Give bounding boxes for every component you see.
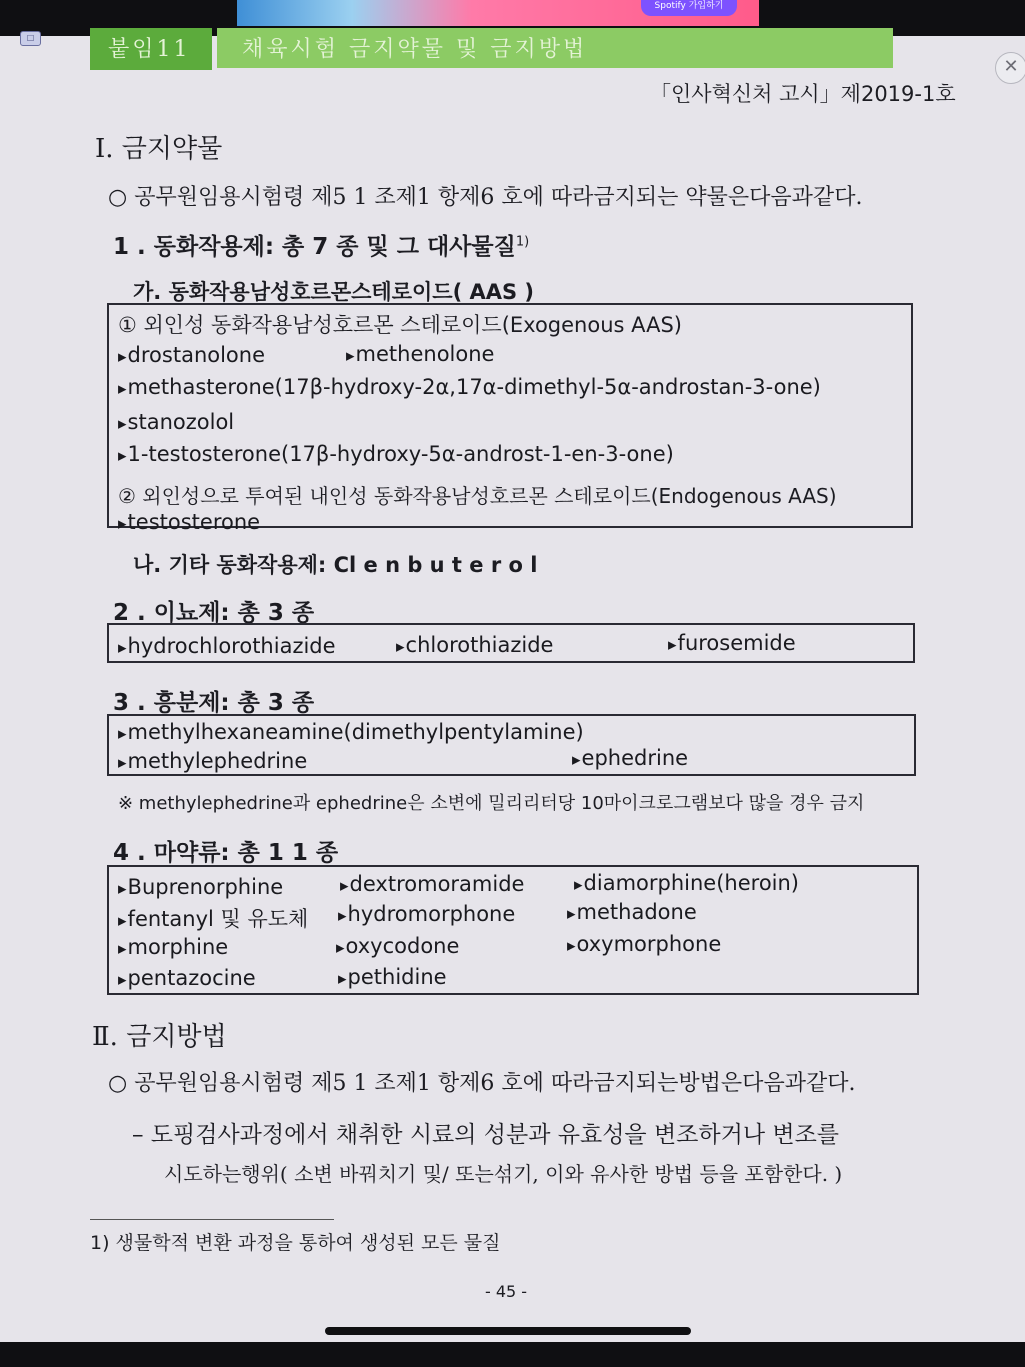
ad-cta-button[interactable]: Spotify 가입하기 (641, 0, 737, 16)
sidebar-icon[interactable]: □ (20, 31, 41, 46)
drug-item: ▸ methenolone (346, 342, 494, 366)
section-1-intro: ○ 공무원임용시험령 제5 1 조제1 항제6 호에 따라금지되는 약물은다음과같다. (108, 185, 863, 210)
drug-item: ▸ drostanolone (118, 343, 265, 367)
footnote-ref[interactable]: 1) (515, 234, 530, 250)
sub-ga-heading: 가. 동화작용남성호르몬스테로이드( AAS ) (133, 280, 535, 304)
drug-item: ▸ oxymorphone (567, 932, 721, 956)
footnote-text: 1) 생물학적 변환 과정을 통하여 생성된 모든 물질 (90, 1232, 501, 1254)
item-3-heading: 3 . 흥분제: 총 3 종 (113, 690, 315, 716)
drug-item: ▸ pentazocine (118, 966, 256, 990)
drug-item: ▸ methylhexaneamine(dimethylpentylamine) (118, 720, 584, 744)
drug-item: ▸ Buprenorphine (118, 875, 283, 899)
drug-item: ▸ diamorphine(heroin) (574, 871, 799, 895)
stimulant-note: ※ methylephedrine과 ephedrine은 소변에 밀리리터당 10마이크로그램보다 많을 경우 금지 (118, 793, 865, 814)
drug-item: ▸ fentanyl 및 유도체 (118, 903, 308, 933)
drug-item: ▸ methylephedrine (118, 749, 307, 773)
drug-item: ▸ morphine (118, 935, 228, 959)
item-4-heading: 4 . 마약류: 총 1 1 종 (113, 840, 339, 866)
sub-na-heading: 나. 기타 동화작용제: Cl e n b u t e r o l (133, 553, 538, 577)
drug-item: ▸ 1-testosterone(17β-hydroxy-5α-androst-1-en-3-one) (118, 442, 674, 466)
notice-reference: 「인사혁신처 고시」제2019-1호 (650, 82, 956, 106)
drug-item: ▸ chlorothiazide (396, 633, 553, 657)
item-2-heading: 2 . 이뇨제: 총 3 종 (113, 600, 315, 626)
drug-item: ▸ methadone (567, 900, 697, 924)
drug-item: ▸ furosemide (668, 631, 796, 655)
page-number: - 45 - (485, 1282, 528, 1301)
footnote-divider (90, 1219, 334, 1220)
section-2-title: Ⅱ. 금지방법 (92, 1022, 227, 1052)
drug-item: ▸ hydrochlorothiazide (118, 634, 336, 658)
drug-item: ▸ methasterone(17β-hydroxy-2α,17α-dimethyl-5α-androstan-3-one) (118, 375, 821, 399)
bottom-bar (0, 1342, 1025, 1367)
section-1-title: Ⅰ. 금지약물 (95, 134, 223, 164)
drug-item: ▸ stanozolol (118, 410, 234, 434)
header-tab-label: 붙임11 (108, 37, 191, 62)
header-tab-title: 채육시험 금지약물 및 금지방법 (242, 37, 588, 62)
drug-item: ▸ testosterone (118, 510, 260, 534)
drug-item: ▸ pethidine (338, 965, 447, 989)
section-2-dash-line-1: – 도핑검사과정에서 채취한 시료의 성분과 유효성을 변조하거나 변조를 (132, 1122, 839, 1148)
ad-banner[interactable] (237, 0, 759, 26)
drug-item: ▸ oxycodone (336, 934, 459, 958)
drug-item: ▸ hydromorphone (338, 902, 515, 926)
drug-item: ▸ dextromoramide (340, 872, 524, 896)
section-2-intro: ○ 공무원임용시험령 제5 1 조제1 항제6 호에 따라금지되는방법은다음과같다. (108, 1071, 856, 1096)
section-2-dash-line-2: 시도하는행위( 소변 바꿔치기 및/ 또는섞기, 이와 유사한 방법 등을 포함한다. ) (164, 1162, 843, 1186)
box1-heading-exogenous: ① 외인성 동화작용남성호르몬 스테로이드(Exogenous AAS) (118, 313, 682, 337)
home-indicator[interactable] (325, 1327, 691, 1335)
item-1-heading: 1 . 동화작용제: 총 7 종 및 그 대사물질$^{1)}$ (113, 234, 530, 260)
close-icon[interactable]: ✕ (995, 52, 1025, 84)
box1-heading-endogenous: ② 외인성으로 투여된 내인성 동화작용남성호르몬 스테로이드(Endogenous AAS) (118, 484, 837, 508)
drug-item: ▸ ephedrine (572, 746, 688, 770)
